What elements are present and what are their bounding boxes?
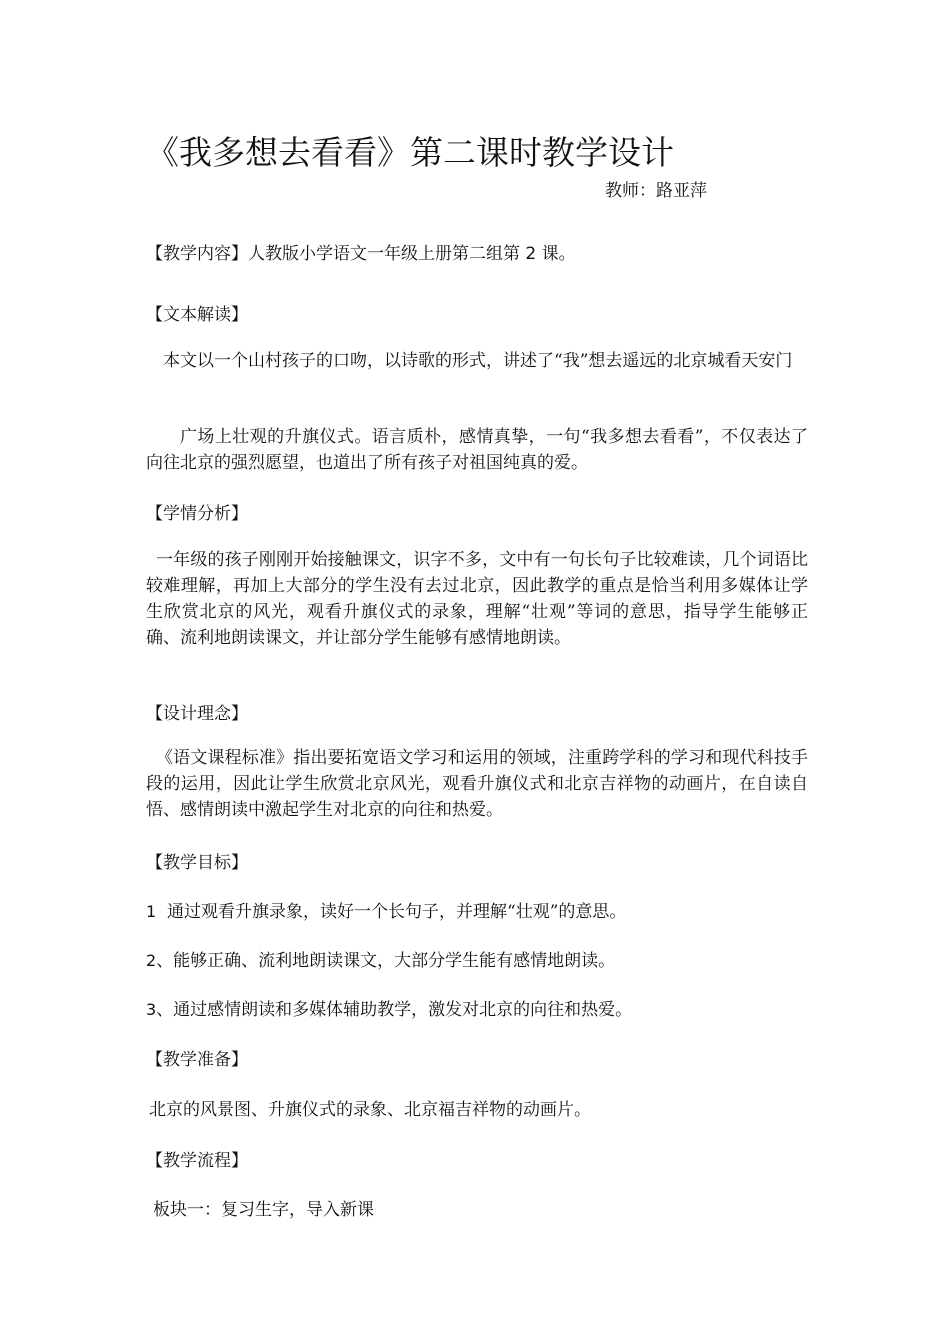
author-line: 教师：路亚萍	[605, 181, 707, 201]
goal-item-2	[146, 946, 615, 971]
flow-text: 板块一：复习生字，导入新课	[153, 1200, 374, 1220]
goal-item-1	[146, 897, 626, 922]
section-content	[146, 239, 576, 264]
goal-text: 、通过感情朗读和多媒体辅助教学，激发对北京的向往和热爱。	[156, 1000, 633, 1020]
content-text: 人教版小学语文一年级上册第二组第 2 课。	[248, 244, 576, 264]
section-heading-analysis: 【学情分析】	[146, 504, 248, 524]
goal-text: 、能够正确、流利地朗读课文，大部分学生能有感情地朗读。	[156, 951, 616, 971]
goal-number: 1	[146, 902, 157, 921]
goal-number: 2	[146, 951, 157, 970]
section-heading-concept: 【设计理念】	[146, 704, 248, 724]
reading-paragraph-1: 本文以一个山村孩子的口吻，以诗歌的形式，讲述了“我”想去遥远的北京城看天安门	[163, 351, 793, 371]
goal-text: 通过观看升旗录象，读好一个长句子，并理解“壮观”的意思。	[167, 902, 627, 922]
concept-paragraph: 《语文课程标准》指出要拓宽语文学习和运用的领域，注重跨学科的学习和现代科技手段的运用，因此让学生欣赏北京风光，观看升旗仪式和北京吉祥物的动画片，在自读自悟、感情朗读中激起学生对北京的向往和热爱。	[146, 748, 808, 820]
document-title: 《我多想去看看》第二课时教学设计	[146, 133, 674, 172]
analysis-paragraph: 一年级的孩子刚刚开始接触课文，识字不多，文中有一句长句子比较难读，几个词语比较难理解，再加上大部分的学生没有去过北京，因此教学的重点是恰当利用多媒体让学生欣赏北京的风光，观看升旗仪式的录象，理解“壮观”等词的意思，指导学生能够正确、流利地朗读课文，并让部分学生能够有感情地朗读。	[146, 550, 808, 648]
reading-paragraph-2: 广场上壮观的升旗仪式。语言质朴，感情真挚，一句“我多想去看看”，不仅表达了向往北京的强烈愿望，也道出了所有孩子对祖国纯真的爱。	[146, 427, 808, 473]
section-heading: 【教学内容】	[146, 244, 248, 264]
goal-number: 3	[146, 1000, 157, 1019]
section-heading-goals: 【教学目标】	[146, 853, 248, 873]
section-heading-flow: 【教学流程】	[146, 1151, 248, 1171]
prep-text: 北京的风景图、升旗仪式的录象、北京福吉祥物的动画片。	[149, 1100, 591, 1120]
section-heading-prep: 【教学准备】	[146, 1050, 248, 1070]
section-heading-reading: 【文本解读】	[146, 305, 248, 325]
goal-item-3	[146, 995, 632, 1020]
